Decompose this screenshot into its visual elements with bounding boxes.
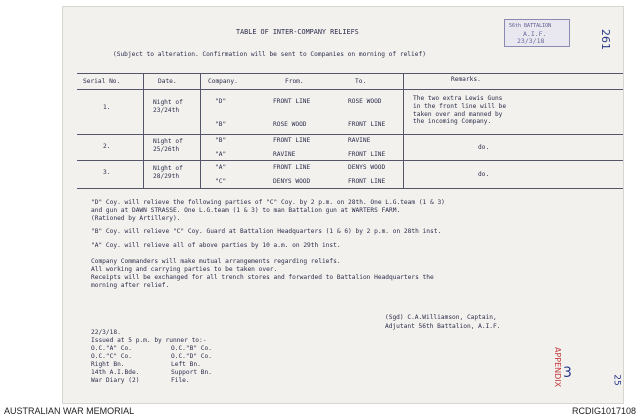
stamp-date: 23/3/18 <box>517 37 545 45</box>
para3: "A" Coy. will relieve all of above parties by 10 a.m. on 29th inst. <box>91 242 341 249</box>
header-company: Company. <box>208 78 238 85</box>
row1-serial: 1. <box>103 104 111 111</box>
row1-company-in: "B" <box>215 121 227 128</box>
distribution-item: O.C."A" Co. <box>91 345 132 352</box>
row3-serial: 3. <box>103 169 111 176</box>
para2: "B" Coy. will relieve "C" Coy. Guard at Battalion Headquarters (1 & 6) by 2 p.m. on 28th inst. <box>91 228 442 235</box>
para4-line3: Receipts will be exchanged for all trench stores and forwarded to Battalion Headquarters the <box>91 274 434 281</box>
row2-date: Night of 25/26th <box>153 138 183 153</box>
appendix-number: 3 <box>563 365 572 381</box>
row2-from-out: FRONT LINE <box>273 137 311 144</box>
table-row-rule <box>77 134 623 135</box>
archive-footer <box>0 404 640 418</box>
para1-line2: and gun at DAWN STRASSE. One L.G.team (1 & 3) to man Battalion gun at WARTERS FARM. <box>91 207 401 214</box>
row2-serial: 2. <box>103 143 111 150</box>
para1-line3: (Rationed by Artillery). <box>91 215 181 222</box>
para1-line1: "D" Coy. will relieve the following parties of "C" Coy. by 2 p.m. on 28th. One L.G.team (1 & 3) <box>91 199 445 206</box>
row3-remark: do. <box>478 171 490 178</box>
appendix-label: APPENDIX <box>553 347 562 388</box>
distribution-item: O.C."C" Co. <box>91 353 132 360</box>
row2-remark: do. <box>478 144 490 151</box>
received-stamp <box>504 19 570 47</box>
row3-date: Night of 28/29th <box>153 165 183 180</box>
issue-date: 22/3/18. <box>91 329 121 336</box>
row3-to-out: DENYS WOOD <box>348 164 386 171</box>
document-subtitle: (Subject to alteration. Confirmation will be sent to Companies on morning of relief) <box>113 51 426 58</box>
stamp-unit: 56th BATTALION <box>509 23 552 29</box>
distribution-item: O.C."B" Co. <box>171 345 212 352</box>
row3-company-out: "A" <box>215 164 227 171</box>
table-row-rule <box>77 160 623 161</box>
row1-company-out: "D" <box>215 98 227 105</box>
distribution-item: War Diary (2) <box>91 377 140 384</box>
row3-to-in: FRONT LINE <box>348 178 386 185</box>
table-top-rule <box>77 73 623 74</box>
distribution-item: File. <box>171 377 190 384</box>
distribution-item: Left Bn. <box>171 361 201 368</box>
archive-name: AUSTRALIAN WAR MEMORIAL <box>4 406 135 416</box>
row1-to-in: FRONT LINE <box>348 121 386 128</box>
row3-from-out: FRONT LINE <box>273 164 311 171</box>
table-col-rule <box>403 73 404 188</box>
page-number: 261 <box>599 29 612 50</box>
para4-line2: All working and carrying parties to be taken over. <box>91 266 278 273</box>
stamp-org: A.I.F. <box>523 30 547 38</box>
row1-from-out: FRONT LINE <box>273 98 311 105</box>
row1-to-out: ROSE WOOD <box>348 98 382 105</box>
para4-line4: morning after relief. <box>91 282 170 289</box>
distribution-item: 14th A.I.Bde. <box>91 369 140 376</box>
document-title: TABLE OF INTER-COMPANY RELIEFS <box>236 28 359 36</box>
table-bottom-rule <box>77 188 623 189</box>
header-to: To. <box>355 78 367 85</box>
archive-reference: RCDIG1017108 <box>571 406 636 416</box>
table-col-rule <box>143 73 144 188</box>
row2-to-out: RAVINE <box>348 137 371 144</box>
header-serial: Serial No. <box>83 78 121 85</box>
signature-line1: (Sgd) C.A.Williamson, Captain, <box>385 314 497 321</box>
row2-company-out: "B" <box>215 137 227 144</box>
row2-company-in: "A" <box>215 151 227 158</box>
row1-date: Night of 23/24th <box>153 99 183 114</box>
header-remarks: Remarks. <box>451 76 481 83</box>
para4-line1: Company Commanders will make mutual arrangements regarding reliefs. <box>91 258 341 265</box>
distribution-item: O.C."D" Co. <box>171 353 212 360</box>
row3-from-in: DENYS WOOD <box>273 178 311 185</box>
document-page <box>62 6 624 404</box>
signature-line2: Adjutant 56th Battalion, A.I.F. <box>385 323 501 330</box>
distribution-item: Right Bn. <box>91 361 125 368</box>
row2-from-in: RAVINE <box>273 151 296 158</box>
header-date: Date. <box>158 78 177 85</box>
issued-line: Issued at 5 p.m. by runner to:- <box>91 337 207 344</box>
header-from: From. <box>285 78 304 85</box>
table-header-rule <box>77 89 623 90</box>
row3-company-in: "C" <box>215 178 227 185</box>
corner-number: 25 <box>611 374 622 386</box>
row1-from-in: ROSE WOOD <box>273 121 307 128</box>
distribution-item: Support Bn. <box>171 369 212 376</box>
table-col-rule <box>200 73 201 188</box>
row2-to-in: FRONT LINE <box>348 151 386 158</box>
row1-remark: The two extra Lewis Guns in the front line will be taken over and manned by the incoming Company. <box>413 95 507 126</box>
